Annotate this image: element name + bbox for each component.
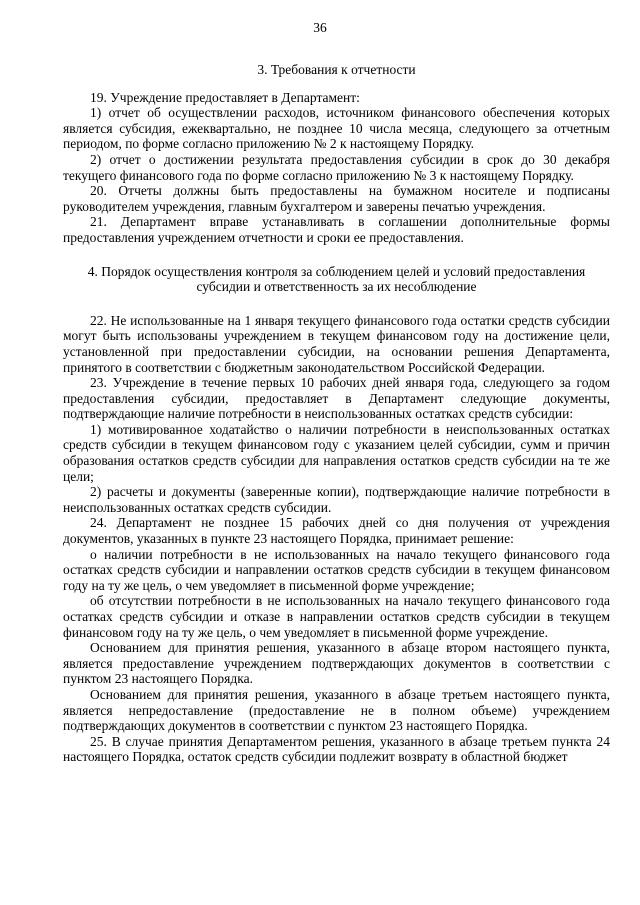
paragraph-22: 22. Не использованные на 1 января текущего финансового года остатки средств субсидии могут быть использованы учреждением в текущем финансовом году на достижение цели, установленной при предоставлении субсидии, на основании решения Департамента, принятого в соответствии с бюджетным законодательством Российской Федерации. <box>63 312 610 375</box>
page-number: 36 <box>313 20 327 35</box>
paragraph-19-item-1: 1) отчет об осуществлении расходов, источником финансового обеспечения которых является субсидия, ежеквартально, не позднее 10 числа месяца, следующего за отчетным периодом, по форме согласно приложению № 2 к настоящему Порядку. <box>63 105 610 152</box>
paragraph-25: 25. В случае принятия Департаментом решения, указанного в абзаце третьем пункта 24 настоящего Порядка, остаток средств субсидии подлежит возврату в областной бюджет <box>63 733 610 765</box>
paragraph-23: 23. Учреждение в течение первых 10 рабочих дней января года, следующего за годом предоставления субсидии, предоставляет в Департамент следующие документы, подтверждающие наличие потребности в неиспользованных остатках средств субсидии: <box>63 375 610 422</box>
paragraph-21: 21. Департамент вправе устанавливать в соглашении дополнительные формы предоставления учреждением отчетности и сроки ее предоставления. <box>63 214 610 245</box>
document-body <box>63 62 610 765</box>
paragraph-24-basis-1: Основанием для принятия решения, указанного в абзаце втором настоящего пункта, является предоставление учреждением подтверждающих документов в соответствии с пунктом 23 настоящего Порядка. <box>63 640 610 687</box>
paragraph-19: 19. Учреждение предоставляет в Департамент: <box>90 89 360 105</box>
paragraph-20: 20. Отчеты должны быть предоставлены на бумажном носителе и подписаны руководителем учреждения, главным бухгалтером и заверены печатью учреждения. <box>63 183 610 214</box>
paragraph-19-item-2: 2) отчет о достижении результата предоставления субсидии в срок до 30 декабря текущего финансового года по форме согласно приложению № 3 к настоящему Порядку. <box>63 151 610 183</box>
section-4-heading: 4. Порядок осуществления контроля за соблюдением целей и условий предоставления субсидии и ответственность за их несоблюдение <box>87 263 586 295</box>
paragraph-24-basis-2: Основанием для принятия решения, указанного в абзаце третьем настоящего пункта, является непредоставление (предоставление не в полном объеме) учреждением подтверждающих документов в соответствии с пунктом 23 настоящего Порядка. <box>63 686 610 734</box>
section-3-heading: 3. Требования к отчетности <box>257 62 416 77</box>
paragraph-24-option-2: об отсутствии потребности в не использованных на начало текущего финансового года остатках средств субсидии и отказе в направлении остатков средств субсидии в текущем финансовом году на ту же цель, о чем уведомляет в письменной форме учреждение. <box>63 593 610 640</box>
paragraph-24: 24. Департамент не позднее 15 рабочих дней со дня получения от учреждения документов, указанных в пункте 23 настоящего Порядка, принимает решение: <box>63 515 610 547</box>
paragraph-23-item-1: 1) мотивированное ходатайство о наличии потребности в неиспользованных остатках средств субсидии в текущем финансовом году с указанием целей субсидии, сумм и причин образования остатков средств субсидии для направления остатков средств субсидии на те же цели; <box>63 421 610 484</box>
paragraph-23-item-2: 2) расчеты и документы (заверенные копии), подтверждающие наличие потребности в неиспользованных остатках средств субсидии. <box>63 484 610 515</box>
paragraph-24-option-1: о наличии потребности в не использованных на начало текущего финансового года остатках средств субсидии и направлении остатков средств субсидии в текущем финансовом году на ту же цель, о чем уведомляет в письменной форме учреждение; <box>63 546 610 593</box>
